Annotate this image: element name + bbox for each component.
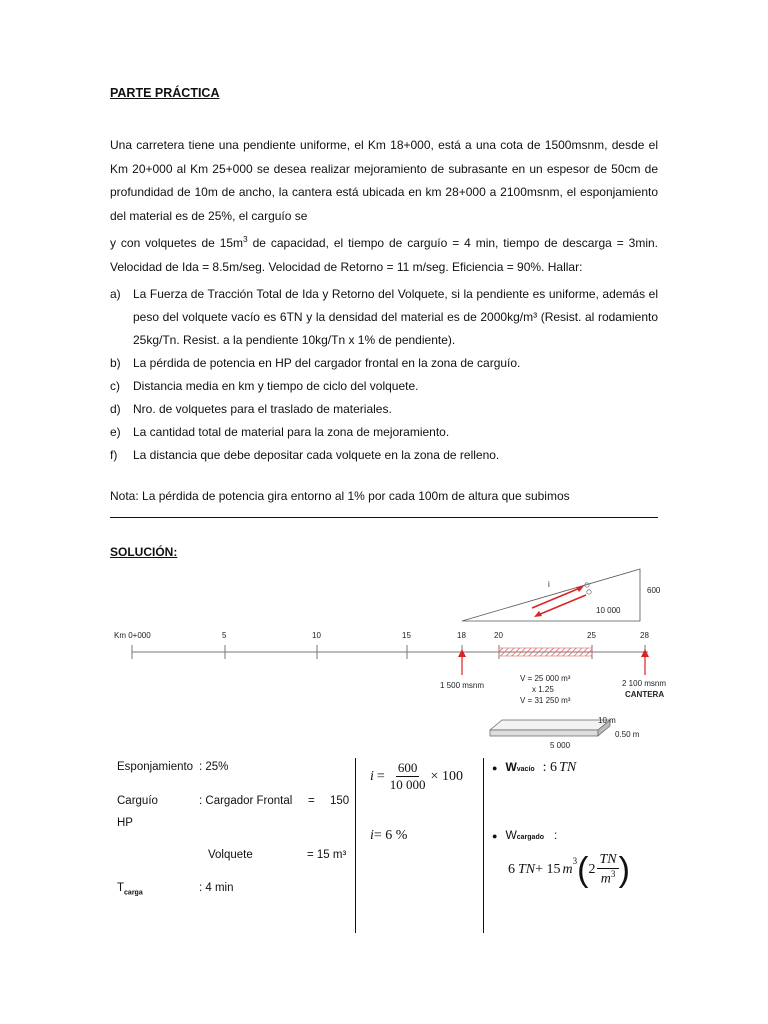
arrow-down-head (534, 611, 542, 617)
carguio-value: : Cargador Frontal (199, 795, 293, 807)
paren-close: ) (618, 850, 630, 889)
tcarga-label: $T_{carga}$ (117, 882, 143, 897)
tcarga-value: : 4 min (199, 882, 234, 894)
list-item: f) La distancia que debe depositar cada volquete en la zona de relleno. (110, 448, 500, 462)
slope-formula: i = $\frac{600}{10 000}$ × 100 (370, 760, 463, 792)
box-top (490, 720, 610, 730)
esponjamiento-value: : 25% (199, 761, 229, 773)
arrow-up-head (576, 586, 584, 592)
carguio-hp-unit: HP (117, 817, 133, 829)
slope-fraction: $\frac{600}{10 000}$ (389, 760, 426, 792)
elev-end-arrow-head (641, 649, 649, 657)
carguio-label: Carguío (117, 795, 158, 807)
column-divider (355, 758, 356, 933)
volquete-value: = 15 m³ (307, 849, 347, 861)
esponjamiento-label: Esponjamiento (117, 761, 194, 773)
cantera-label: CANTERA (625, 690, 665, 699)
elev-start-label: 1 500 msnm (440, 681, 485, 690)
bullet-icon: ● (492, 763, 498, 773)
tick-label: 20 (494, 631, 503, 640)
w-cargado-formula: 6 TN + 15 m $^3$ ( 2 $\frac{TN}{m^3}$ ) (508, 850, 630, 889)
list-item: e) La cantidad total de material para la zona de mejoramiento. (110, 425, 450, 439)
section-heading-parte: PARTE PRÁCTICA (110, 86, 220, 100)
divider-line (110, 517, 658, 518)
problem-text-1: Una carretera tiene una pendiente uniforme, el Km 18+000, está a una cota de 1500msnm, desde el Km 20+000 al Km 25+000 se desea realizar mejoramiento de subrasante en un espesor de 50cm de profundidad de 10m de ancho, la cantera está ubicada en km 28+000 a 2100msnm, el esponjamiento del material es de 25%, el carguío se (110, 138, 658, 223)
list-item: b) La pérdida de potencia en HP del cargador frontal en la zona de carguío. (110, 356, 521, 370)
tick-label: 25 (587, 631, 596, 640)
elev-end-label: 2 100 msnm (622, 679, 667, 688)
question-list (110, 283, 658, 467)
box-front (490, 730, 598, 736)
problem-paragraph (110, 134, 658, 279)
factor-label: x 1.25 (532, 685, 554, 694)
list-item: d) Nro. de volquetes para el traslado de materiales. (110, 402, 392, 416)
carguio-hp-value: 150 (330, 795, 350, 807)
tick-label: 28 (640, 631, 649, 640)
paren-open: ( (577, 850, 589, 889)
arrow-up-line (532, 588, 580, 608)
wheel-icon (587, 590, 591, 594)
slope-result: i= 6 % (370, 828, 408, 843)
carguio-equals: = (308, 795, 315, 807)
slope-rise-label: 600 (647, 586, 661, 595)
tick-label: Km 0+000 (114, 631, 151, 640)
bullet-icon: ● (492, 831, 498, 841)
list-item: c) Distancia media en km y tiempo de ciclo del volquete. (110, 379, 419, 393)
density-fraction: $\frac{TN}{m^3}$ (599, 852, 617, 887)
elev-start-arrow-head (458, 649, 466, 657)
tick-label: 15 (402, 631, 411, 640)
volume-swell-label: V = 31 250 m³ (520, 696, 571, 705)
column-divider (483, 758, 484, 933)
slope-run-label: 10 000 (596, 606, 621, 615)
note-text: Nota: La pérdida de potencia gira entorno al 1% por cada 100m de altura que subimos (110, 489, 570, 503)
box-length-label: 5 000 (550, 741, 571, 750)
list-item: a) La Fuerza de Tracción Total de Ida y Retorno del Volquete, si la pendiente es uniforme, además el peso del volquete vacío es 6TN y la densidad del material es de 2000kg/m³ (Resist. al rodamiento 25kg/Tn. Resist. a la pendiente 10kg/Tn x 1% de pendiente). (110, 287, 658, 347)
volquete-label: Volquete (208, 849, 253, 861)
problem-text-2: y con volquetes de $15m^3$ de capacidad, el tiempo de carguío = 4 min, tiempo de descarga = 3min. Velocidad de Ida = 8.5m/seg. Velocidad de Retorno = 11 m/seg. Eficiencia = 90%. Hallar: (110, 234, 658, 274)
section-heading-solucion: SOLUCIÓN: (110, 545, 178, 559)
tick-label: 10 (312, 631, 321, 640)
box-width-label: 10 m (598, 716, 616, 725)
arrow-down-line (538, 595, 586, 615)
box-height-label: 0.50 m (615, 730, 640, 739)
slope-i-label: i (548, 580, 550, 589)
w-cargado-row: ● W $_{cargado}$ : (492, 828, 558, 842)
improvement-zone (499, 648, 592, 656)
w-vacio-row: ● W $_{vacío}$ : 6 TN (492, 760, 577, 775)
road-diagram (110, 565, 676, 753)
tick-label: 5 (222, 631, 227, 640)
volume-label: V = 25 000 m³ (520, 674, 571, 683)
tick-label: 18 (457, 631, 466, 640)
